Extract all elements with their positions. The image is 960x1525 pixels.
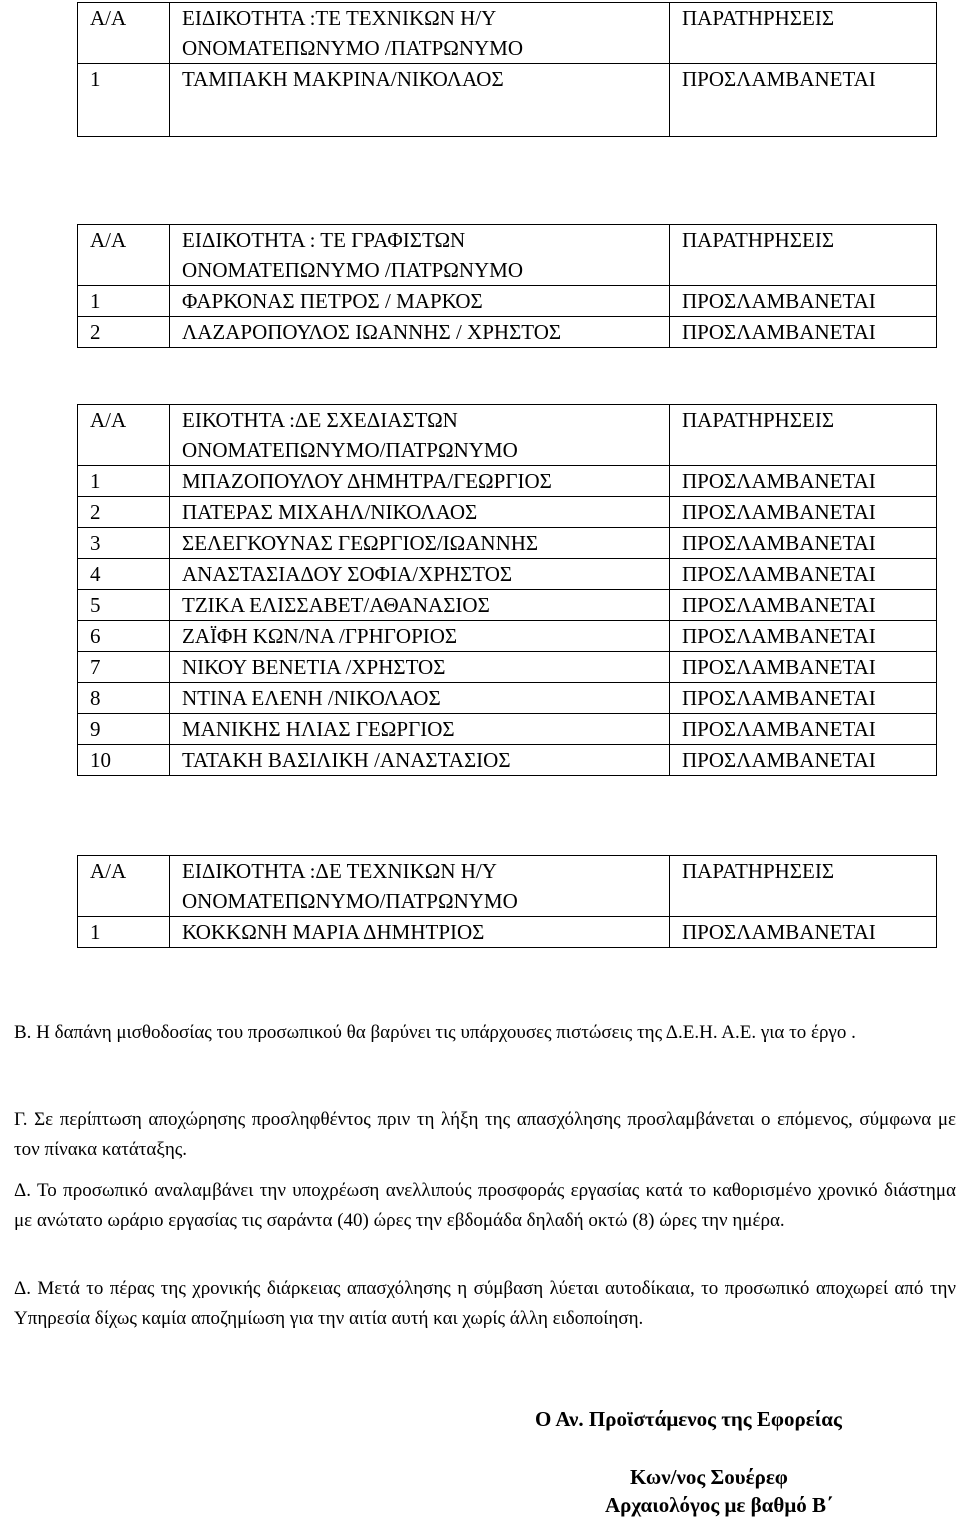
table-header-row <box>78 856 937 917</box>
header-remarks: ΠΑΡΑΤΗΡΗΣΕΙΣ <box>670 3 937 64</box>
signature-title: Ο Αν. Προϊστάμενος της Εφορείας <box>535 1407 842 1431</box>
row-name: ΜΠΑΖΟΠΟΥΛΟΥ ΔΗΜΗΤΡΑ/ΓΕΩΡΓΙΟΣ <box>170 466 670 497</box>
row-aa: 8 <box>78 683 170 714</box>
table-row <box>78 497 937 528</box>
header-remarks: ΠΑΡΑΤΗΡΗΣΕΙΣ <box>670 225 937 286</box>
signature-rank: Αρχαιολόγος με βαθμό Β΄ <box>605 1493 834 1517</box>
header-specialty <box>170 405 670 466</box>
name-header: ΟΝΟΜΑΤΕΠΩΝΥΜΟ /ΠΑΤΡΩΝΥΜΟ <box>182 258 524 282</box>
paragraph-g <box>14 1105 956 1165</box>
row-name: ΤΖΙΚΑ ΕΛΙΣΣΑΒΕΤ/ΑΘΑΝΑΣΙΟΣ <box>170 590 670 621</box>
table-row <box>78 683 937 714</box>
table-header-row <box>78 405 937 466</box>
row-aa: 5 <box>78 590 170 621</box>
specialty-title: ΕΙΔΙΚΟΤΗΤΑ : ΤΕ ΓΡΑΦΙΣΤΩΝ <box>182 228 466 252</box>
row-remark: ΠΡΟΣΛΑΜΒΑΝΕΤΑΙ <box>670 917 937 948</box>
row-remark: ΠΡΟΣΛΑΜΒΑΝΕΤΑΙ <box>670 652 937 683</box>
paragraph-g-text: Γ. Σε περίπτωση αποχώρησης προσληφθέντος πριν τη λήξη της απασχόλησης προσλαμβάνεται ο επόμενος, σύμφωνα με τον πίνακα κατάταξης. <box>14 1109 956 1160</box>
row-aa: 6 <box>78 621 170 652</box>
row-remark: ΠΡΟΣΛΑΜΒΑΝΕΤΑΙ <box>670 559 937 590</box>
table-header-row <box>78 225 937 286</box>
row-aa: 4 <box>78 559 170 590</box>
row-name: ΜΑΝΙΚΗΣ ΗΛΙΑΣ ΓΕΩΡΓΙΟΣ <box>170 714 670 745</box>
row-remark: ΠΡΟΣΛΑΜΒΑΝΕΤΑΙ <box>670 497 937 528</box>
table-de-computer-technicians <box>77 855 937 948</box>
header-specialty <box>170 225 670 286</box>
specialty-title: ΕΙΔΙΚΟΤΗΤΑ :ΤΕ ΤΕΧΝΙΚΩΝ Η/Υ <box>182 6 497 30</box>
row-name: ΖΑΪΦΗ ΚΩΝ/ΝΑ /ΓΡΗΓΟΡΙΟΣ <box>170 621 670 652</box>
header-remarks: ΠΑΡΑΤΗΡΗΣΕΙΣ <box>670 856 937 917</box>
table-header-row <box>78 3 937 64</box>
row-aa: 1 <box>78 917 170 948</box>
paragraph-b <box>14 1018 956 1048</box>
header-aa: Α/Α <box>78 405 170 466</box>
row-remark: ΠΡΟΣΛΑΜΒΑΝΕΤΑΙ <box>670 621 937 652</box>
row-remark: ΠΡΟΣΛΑΜΒΑΝΕΤΑΙ <box>670 64 937 137</box>
row-remark: ΠΡΟΣΛΑΜΒΑΝΕΤΑΙ <box>670 528 937 559</box>
table-row <box>78 917 937 948</box>
row-aa: 1 <box>78 64 170 137</box>
table-row <box>78 621 937 652</box>
table-row <box>78 317 937 348</box>
row-aa: 7 <box>78 652 170 683</box>
table-te-graphic-designers <box>77 224 937 348</box>
row-remark: ΠΡΟΣΛΑΜΒΑΝΕΤΑΙ <box>670 590 937 621</box>
specialty-title: ΕΙΚΟΤΗΤΑ :ΔΕ ΣΧΕΔΙΑΣΤΩΝ <box>182 408 458 432</box>
name-header: ΟΝΟΜΑΤΕΠΩΝΥΜΟ /ΠΑΤΡΩΝΥΜΟ <box>182 36 524 60</box>
row-remark: ΠΡΟΣΛΑΜΒΑΝΕΤΑΙ <box>670 683 937 714</box>
row-aa: 9 <box>78 714 170 745</box>
name-header: ΟΝΟΜΑΤΕΠΩΝΥΜΟ/ΠΑΤΡΩΝΥΜΟ <box>182 889 518 913</box>
row-name: ΝΙΚΟΥ ΒΕΝΕΤΙΑ /ΧΡΗΣΤΟΣ <box>170 652 670 683</box>
row-aa: 1 <box>78 286 170 317</box>
row-name: ΣΕΛΕΓΚΟΥΝΑΣ ΓΕΩΡΓΙΟΣ/ΙΩΑΝΝΗΣ <box>170 528 670 559</box>
header-specialty <box>170 856 670 917</box>
header-remarks: ΠΑΡΑΤΗΡΗΣΕΙΣ <box>670 405 937 466</box>
row-remark: ΠΡΟΣΛΑΜΒΑΝΕΤΑΙ <box>670 745 937 776</box>
row-name: ΚΟΚΚΩΝΗ ΜΑΡΙΑ ΔΗΜΗΤΡΙΟΣ <box>170 917 670 948</box>
row-remark: ΠΡΟΣΛΑΜΒΑΝΕΤΑΙ <box>670 466 937 497</box>
table-row <box>78 590 937 621</box>
paragraph-d1-text: Δ. Το προσωπικό αναλαμβάνει την υποχρέωση ανελλιπούς προσφοράς εργασίας κατά το καθορισμένο χρονικό διάστημα με ανώτατο ωράριο εργασίας τις σαράντα (40) ώρες την εβδομάδα δηλαδή οκτώ (8) ώρες την ημέρα. <box>14 1180 956 1231</box>
row-remark: ΠΡΟΣΛΑΜΒΑΝΕΤΑΙ <box>670 286 937 317</box>
name-header: ΟΝΟΜΑΤΕΠΩΝΥΜΟ/ΠΑΤΡΩΝΥΜΟ <box>182 438 518 462</box>
paragraph-b-text: Β. Η δαπάνη μισθοδοσίας του προσωπικού θα βαρύνει τις υπάρχουσες πιστώσεις της Δ.Ε.Η. Α.Ε. για το έργο . <box>14 1022 856 1043</box>
row-remark: ΠΡΟΣΛΑΜΒΑΝΕΤΑΙ <box>670 317 937 348</box>
table-row <box>78 286 937 317</box>
row-name: ΛΑΖΑΡΟΠΟΥΛΟΣ ΙΩΑΝΝΗΣ / ΧΡΗΣΤΟΣ <box>170 317 670 348</box>
paragraph-d1 <box>14 1176 956 1236</box>
row-name: ΠΑΤΕΡΑΣ ΜΙΧΑΗΛ/ΝΙΚΟΛΑΟΣ <box>170 497 670 528</box>
row-name: ΝΤΙΝΑ ΕΛΕΝΗ /ΝΙΚΟΛΑΟΣ <box>170 683 670 714</box>
table-row <box>78 466 937 497</box>
row-name: ΤΑΤΑΚΗ ΒΑΣΙΛΙΚΗ /ΑΝΑΣΤΑΣΙΟΣ <box>170 745 670 776</box>
row-name: ΤΑΜΠΑΚΗ ΜΑΚΡΙΝΑ/ΝΙΚΟΛΑΟΣ <box>170 64 670 137</box>
row-aa: 1 <box>78 466 170 497</box>
row-aa: 2 <box>78 497 170 528</box>
row-aa: 10 <box>78 745 170 776</box>
table-row <box>78 528 937 559</box>
table-row <box>78 745 937 776</box>
row-name: ΦΑΡΚΟΝΑΣ ΠΕΤΡΟΣ / ΜΑΡΚΟΣ <box>170 286 670 317</box>
header-specialty <box>170 3 670 64</box>
table-row <box>78 559 937 590</box>
table-row <box>78 714 937 745</box>
row-remark: ΠΡΟΣΛΑΜΒΑΝΕΤΑΙ <box>670 714 937 745</box>
table-te-computer-technicians <box>77 2 937 137</box>
row-aa: 3 <box>78 528 170 559</box>
paragraph-d2-text: Δ. Μετά το πέρας της χρονικής διάρκειας απασχόλησης η σύμβαση λύεται αυτοδίκαια, το προσωπικό αποχωρεί από την Υπηρεσία δίχως καμία αποζημίωση για την αιτία αυτή και χωρίς άλλη ειδοποίηση. <box>14 1278 956 1329</box>
header-aa: Α/Α <box>78 3 170 64</box>
row-name: ΑΝΑΣΤΑΣΙΑΔΟΥ ΣΟΦΙΑ/ΧΡΗΣΤΟΣ <box>170 559 670 590</box>
signature-name: Κων/νος Σουέρεφ <box>630 1465 788 1489</box>
paragraph-d2 <box>14 1274 956 1334</box>
table-row <box>78 64 937 137</box>
header-aa: Α/Α <box>78 225 170 286</box>
header-aa: Α/Α <box>78 856 170 917</box>
table-de-draftsmen <box>77 404 937 776</box>
row-aa: 2 <box>78 317 170 348</box>
specialty-title: ΕΙΔΙΚΟΤΗΤΑ :ΔΕ ΤΕΧΝΙΚΩΝ Η/Υ <box>182 859 497 883</box>
table-row <box>78 652 937 683</box>
